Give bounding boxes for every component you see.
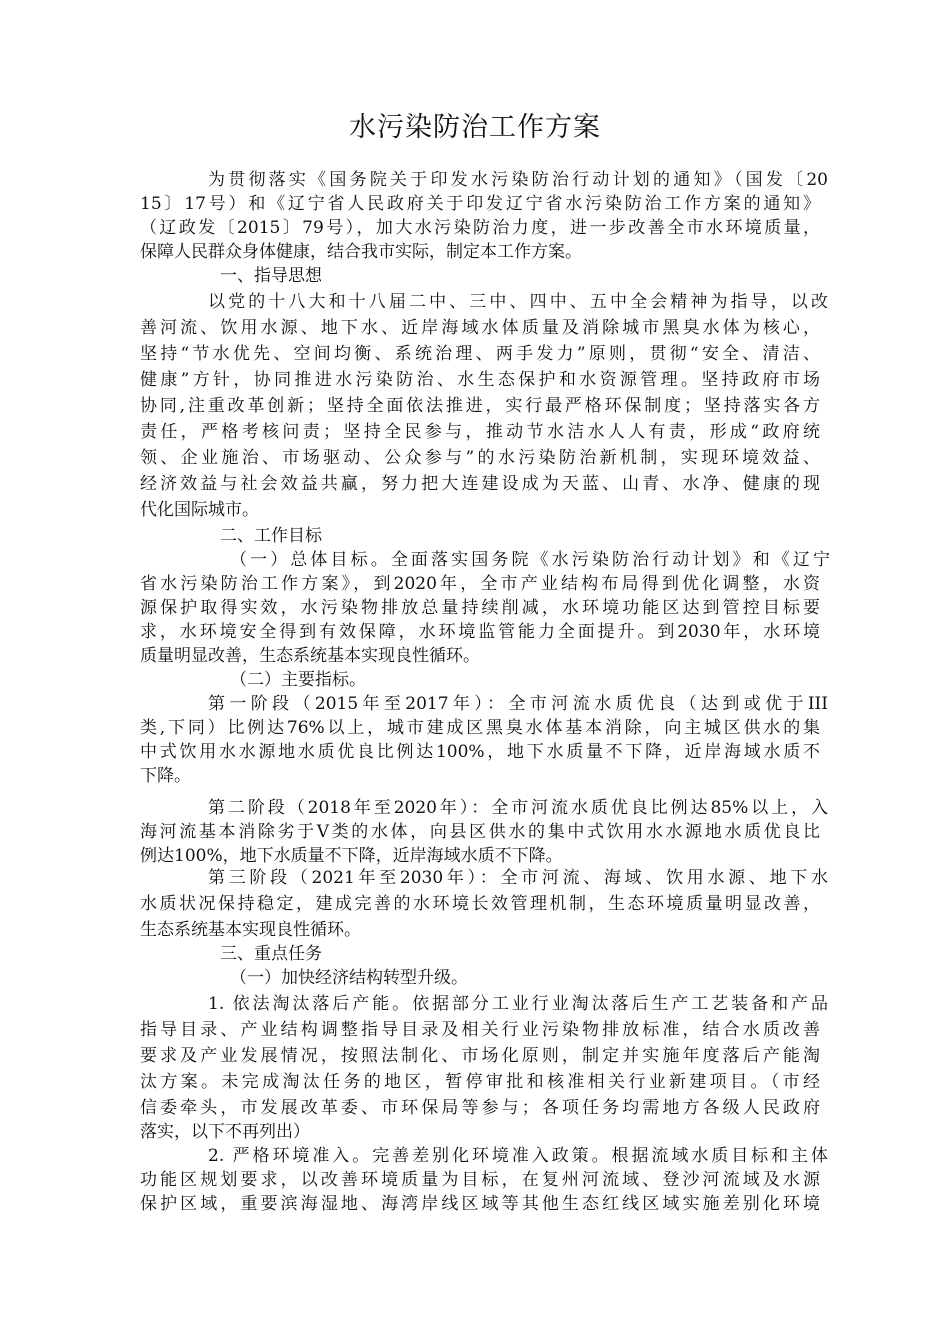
paragraph-line: 例达100%，地下水质量不下降，近岸海域水质不下降。 <box>140 846 563 866</box>
paragraph-line: 以党的十八大和十八届二中、三中、四中、五中全会精神为指导，以改 <box>208 292 828 312</box>
paragraph-line: 代化国际城市。 <box>140 500 259 520</box>
paragraph-line: 省水污染防治工作方案》，到2020年，全市产业结构布局得到优化调整，水资 <box>140 574 820 594</box>
paragraph-line: 责任，严格考核问责；坚持全民参与，推动节水洁水人人有责，形成“政府统 <box>140 422 820 442</box>
paragraph-line: 中式饮用水水源地水质优良比例达100%，地下水质量不下降，近岸海域水质不 <box>140 742 820 762</box>
paragraph-line: 功能区规划要求，以改善环境质量为目标，在复州河流域、登沙河流域及水源 <box>140 1170 820 1190</box>
paragraph-line: 生态系统基本实现良性循环。 <box>140 920 361 940</box>
paragraph-line: 健康”方针，协同推进水污染防治、水生态保护和水资源管理。坚持政府市场 <box>140 370 820 390</box>
paragraph-line: 落实，以下不再列出） <box>140 1122 310 1142</box>
paragraph-line: 15〕17号）和《辽宁省人民政府关于印发辽宁省水污染防治工作方案的通知》 <box>140 194 820 214</box>
paragraph-line: 第二阶段（2018年至2020年）：全市河流水质优良比例达85%以上，入 <box>208 798 828 818</box>
section-heading: 二、工作目标 <box>220 526 322 546</box>
document-title: 水污染防治工作方案 <box>349 112 601 143</box>
paragraph-line: 类,下同）比例达76%以上，城市建成区黑臭水体基本消除，向主城区供水的集 <box>140 718 820 738</box>
paragraph-line: 下降。 <box>140 766 191 786</box>
paragraph-line: 经济效益与社会效益共赢，努力把大连建设成为天蓝、山青、水净、健康的现 <box>140 474 820 494</box>
paragraph-line: 第三阶段（2021年至2030年）：全市河流、海域、饮用水源、地下水 <box>208 868 828 888</box>
paragraph-line: 汰方案。未完成淘汰任务的地区，暂停审批和核准相关行业新建项目。（市经 <box>140 1072 820 1092</box>
paragraph-line: 水质状况保持稳定，建成完善的水环境长效管理机制，生态环境质量明显改善， <box>140 894 820 914</box>
paragraph-line: 海河流基本消除劣于V类的水体，向县区供水的集中式饮用水水源地水质优良比 <box>140 822 820 842</box>
paragraph-line: 求，水环境安全得到有效保障，水环境监管能力全面提升。到2030年，水环境 <box>140 622 820 642</box>
paragraph-line: 源保护取得实效，水污染物排放总量持续削减，水环境功能区达到管控目标要 <box>140 598 820 618</box>
paragraph-line: （辽政发〔2015〕79号），加大水污染防治力度，进一步改善全市水环境质量， <box>140 218 820 238</box>
subsection-heading: （一）加快经济结构转型升级。 <box>230 968 468 988</box>
paragraph-line: 要求及产业发展情况，按照法制化、市场化原则，制定并实施年度落后产能淘 <box>140 1046 820 1066</box>
paragraph-line: （一）总体目标。全面落实国务院《水污染防治行动计划》和《辽宁 <box>230 550 830 570</box>
paragraph-line: 质量明显改善，生态系统基本实现良性循环。 <box>140 646 480 666</box>
subsection-heading: （二）主要指标。 <box>230 670 366 690</box>
paragraph-line: 协同,注重改革创新；坚持全面依法推进，实行最严格环保制度；坚持落实各方 <box>140 396 820 416</box>
paragraph-line: 2. 严格环境准入。完善差别化环境准入政策。根据流域水质目标和主体 <box>208 1146 828 1166</box>
paragraph-line: 为贯彻落实《国务院关于印发水污染防治行动计划的通知》（国发〔20 <box>208 170 828 190</box>
paragraph-line: 第一阶段（2015年至2017年）：全市河流水质优良（达到或优于III <box>208 694 828 714</box>
section-heading: 三、重点任务 <box>220 944 322 964</box>
paragraph-line: 善河流、饮用水源、地下水、近岸海域水体质量及消除城市黑臭水体为核心， <box>140 318 820 338</box>
paragraph-line: 保护区域，重要滨海湿地、海湾岸线区域等其他生态红线区域实施差别化环境 <box>140 1194 820 1214</box>
paragraph-line: 坚持“节水优先、空间均衡、系统治理、两手发力”原则，贯彻“安全、清洁、 <box>140 344 820 364</box>
paragraph-line: 保障人民群众身体健康，结合我市实际，制定本工作方案。 <box>140 242 582 262</box>
paragraph-line: 1. 依法淘汰落后产能。依据部分工业行业淘汰落后生产工艺装备和产品 <box>208 994 828 1014</box>
paragraph-line: 指导目录、产业结构调整指导目录及相关行业污染物排放标准，结合水质改善 <box>140 1020 820 1040</box>
paragraph-line: 领、企业施治、市场驱动、公众参与”的水污染防治新机制，实现环境效益、 <box>140 448 820 468</box>
section-heading: 一、指导思想 <box>220 266 322 286</box>
paragraph-line: 信委牵头，市发展改革委、市环保局等参与；各项任务均需地方各级人民政府 <box>140 1098 820 1118</box>
